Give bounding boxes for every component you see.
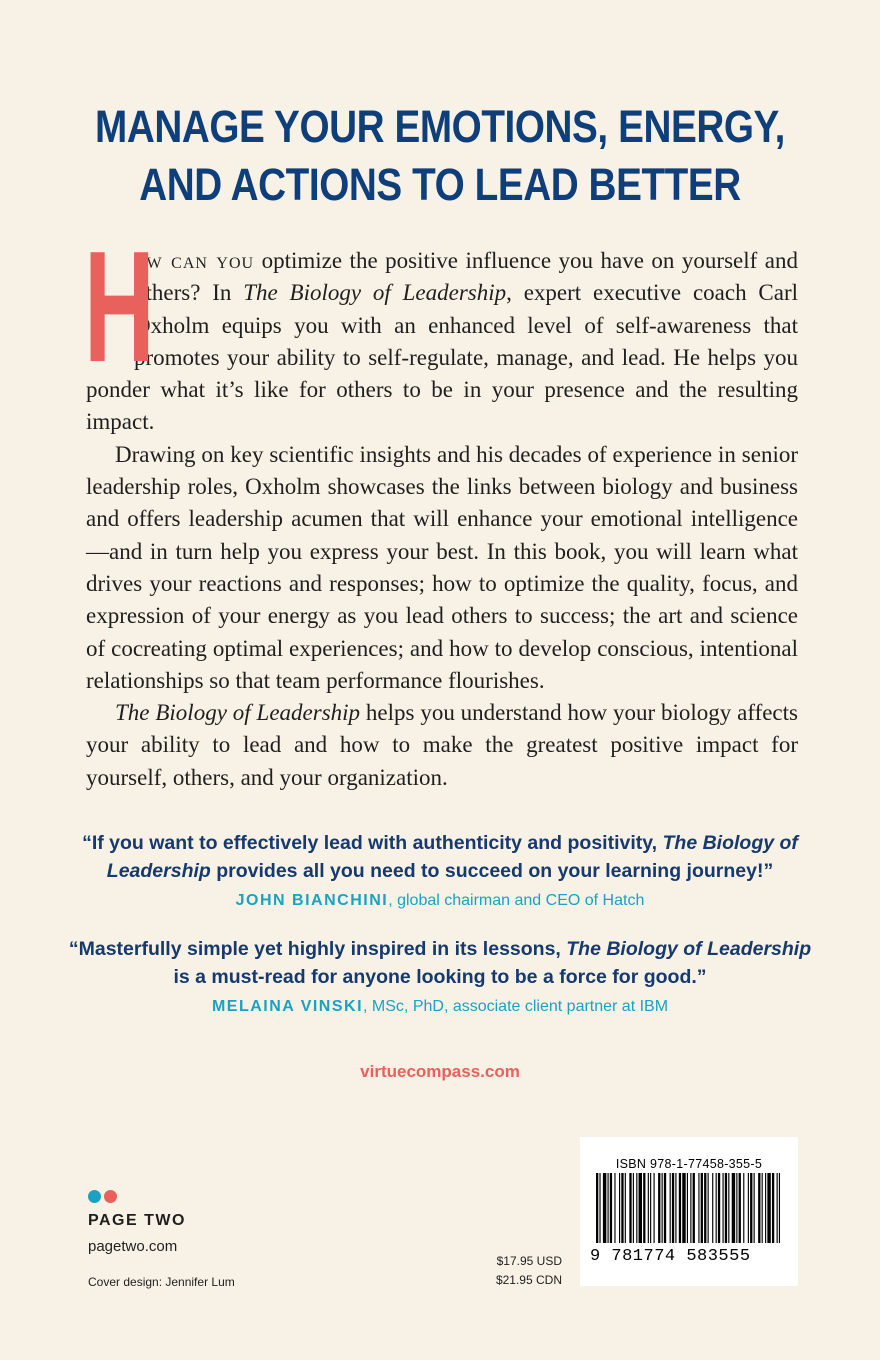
barcode-bar bbox=[772, 1173, 774, 1243]
barcode-bar bbox=[701, 1173, 703, 1243]
headline-line-2: AND ACTIONS TO LEAD BETTER bbox=[139, 159, 741, 210]
prices bbox=[496, 1252, 562, 1290]
barcode-bar bbox=[736, 1173, 737, 1243]
barcode-bar bbox=[716, 1173, 717, 1243]
barcode-bar bbox=[725, 1173, 727, 1243]
barcode-bar bbox=[708, 1173, 709, 1243]
barcode-bar bbox=[625, 1173, 626, 1243]
publisher-url[interactable]: pagetwo.com bbox=[88, 1238, 178, 1255]
barcode-bar bbox=[648, 1173, 649, 1243]
paragraph-1: H ow can you optimize the positive influence you have on yourself and others? In The Biology of Leadership, expert executive coach Carl Oxholm equips you with an enhanced level of self-awareness that promotes your ability to self-regulate, manage, and lead. He helps you ponder what it’s like for others to be in your presence and the resulting impact. bbox=[84, 219, 798, 435]
lead-in: ow can you bbox=[134, 248, 255, 273]
barcode-bar bbox=[672, 1173, 674, 1243]
barcode-bar bbox=[664, 1173, 666, 1243]
barcode-bar bbox=[765, 1173, 766, 1243]
barcode-bar bbox=[687, 1173, 688, 1243]
price-usd: $17.95 USD bbox=[496, 1254, 562, 1268]
barcode-bar bbox=[636, 1173, 637, 1243]
barcode-bar bbox=[679, 1173, 681, 1243]
barcode-bar bbox=[762, 1173, 763, 1243]
barcode-bar bbox=[712, 1173, 713, 1243]
barcode-bar bbox=[662, 1173, 663, 1243]
red-dot-icon bbox=[104, 1190, 117, 1203]
barcode-bar bbox=[650, 1173, 651, 1243]
barcode-bar bbox=[704, 1173, 706, 1243]
barcode-bar bbox=[654, 1173, 655, 1243]
barcode-bar bbox=[643, 1173, 645, 1243]
cover-credit: Cover design: Jennifer Lum bbox=[88, 1275, 235, 1289]
barcode-bar bbox=[767, 1173, 770, 1243]
book-title: The Biology of Leadership bbox=[115, 700, 361, 726]
book-title: The Biology of Leadership bbox=[243, 280, 507, 306]
barcode-bar bbox=[750, 1173, 752, 1243]
barcode-bar bbox=[610, 1173, 612, 1243]
barcode-bar bbox=[608, 1173, 609, 1243]
isbn-label: ISBN 978-1-77458-355-5 bbox=[615, 1157, 763, 1171]
isbn-barcode bbox=[580, 1137, 798, 1286]
barcode-bar bbox=[603, 1173, 606, 1243]
barcode-bar bbox=[693, 1173, 695, 1243]
barcode-icon bbox=[592, 1173, 786, 1257]
barcode-bar bbox=[670, 1173, 671, 1243]
paragraph-2: Drawing on key scientific insights and his decades of experience in senior leadership roles, Oxholm showcases the links between biology and business and offers leadership acumen that will enhance your emotional intelligence—and in turn help you express your best. In this book, you will learn what drives your reactions and responses; how to optimize the quality, focus, and expression of your energy as you lead others to success; the art and science of cocreating optimal experiences; and how to develop conscious, intentional relationships so that team performance flourishes. bbox=[86, 441, 798, 693]
barcode-bar bbox=[698, 1173, 699, 1243]
drop-cap: H bbox=[84, 219, 155, 395]
barcode-bar bbox=[596, 1173, 598, 1243]
paragraph-3: The Biology of Leadership helps you understand how your biology affects your ability to lead and how to make the greatest positive impact for yourself, others, and your organization. bbox=[86, 700, 798, 790]
barcode-bar bbox=[621, 1173, 623, 1243]
barcode-bar bbox=[739, 1173, 741, 1243]
barcode-bar bbox=[690, 1173, 691, 1243]
barcode-bar bbox=[639, 1173, 642, 1243]
barcode-bar bbox=[619, 1173, 620, 1243]
barcode-bar bbox=[743, 1173, 744, 1243]
headline bbox=[62, 98, 819, 214]
barcode-bar bbox=[633, 1173, 634, 1243]
publisher-name: PAGE TWO bbox=[88, 1212, 186, 1229]
barcode-bar bbox=[758, 1173, 760, 1243]
blue-dot-icon bbox=[88, 1190, 101, 1203]
endorsement-quote: “Masterfully simple yet highly inspired in its lessons, The Biology of Leadership is a must-read for anyone looking to be a force for good.” MELAINA VINSKI, MSc, PhD, associate client partner at IBM bbox=[60, 935, 820, 1021]
quote-attribution: MELAINA VINSKI, MSc, PhD, associate client partner at IBM bbox=[211, 998, 669, 1015]
endorsement-quote: “If you want to effectively lead with authenticity and positivity, The Biology of Leadership provides all you need to succeed on your learning journey!” JOHN BIANCHINI, global chairman and CEO of Hatch bbox=[60, 829, 820, 915]
barcode-bar bbox=[728, 1173, 729, 1243]
website-link[interactable]: virtuecompass.com bbox=[360, 1062, 520, 1081]
quote-attribution: JOHN BIANCHINI, global chairman and CEO of Hatch bbox=[235, 892, 645, 909]
barcode-bar bbox=[732, 1173, 735, 1243]
barcode-bar bbox=[658, 1173, 660, 1243]
publisher-logo-dots bbox=[88, 1190, 120, 1208]
barcode-bar bbox=[614, 1173, 615, 1243]
headline-line-1: MANAGE YOUR EMOTIONS, ENERGY, bbox=[95, 101, 785, 152]
isbn-digits: 9 781774 583555 bbox=[590, 1247, 751, 1266]
barcode-bar bbox=[777, 1173, 778, 1243]
barcode-bar bbox=[723, 1173, 724, 1243]
barcode-bar bbox=[748, 1173, 749, 1243]
barcode-bar bbox=[629, 1173, 631, 1243]
barcode-bar bbox=[599, 1173, 600, 1243]
barcode-bar bbox=[675, 1173, 676, 1243]
barcode-bar bbox=[754, 1173, 755, 1243]
description bbox=[84, 219, 798, 794]
barcode-bar bbox=[718, 1173, 720, 1243]
barcode-bar bbox=[682, 1173, 685, 1243]
barcode-bar bbox=[779, 1173, 780, 1243]
price-cdn: $21.95 CDN bbox=[495, 1273, 562, 1287]
